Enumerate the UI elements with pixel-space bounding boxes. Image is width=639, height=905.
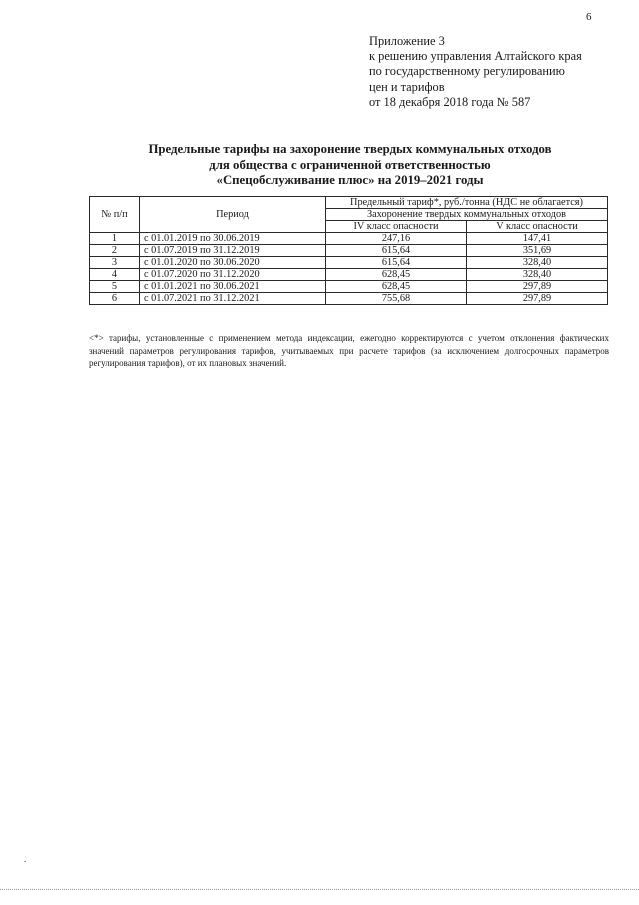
row-period: с 01.07.2021 по 31.12.2021 (140, 293, 326, 305)
footnote: <*> тарифы, установленные с применением метода индексации, ежегодно корректируются с учетом отклонения фактических значений параметров регулирования тарифов, учитываемых при расчете тарифов (за исключением долгосрочных параметров регулирования тарифов), от их плановых значений. (89, 333, 609, 369)
appendix-line: по государственному регулированию (369, 64, 565, 79)
table-row (90, 293, 608, 305)
row-period: с 01.01.2020 по 30.06.2020 (140, 257, 326, 269)
table-row (90, 257, 608, 269)
title-line: Предельные тарифы на захоронение твердых коммунальных отходов (148, 142, 552, 156)
tariffs-table (89, 196, 608, 305)
row-class-4: 755,68 (326, 293, 467, 305)
header-activity: Захоронение твердых коммунальных отходов (326, 209, 608, 221)
appendix-line: к решению управления Алтайского края (369, 49, 582, 64)
row-class-5: 297,89 (467, 281, 608, 293)
header-tariff: Предельный тариф*, руб./тонна (НДС не облагается) (326, 197, 608, 209)
row-period: с 01.01.2019 по 30.06.2019 (140, 233, 326, 245)
header-period: Период (140, 197, 326, 233)
table-row (90, 281, 608, 293)
page-bottom-edge (0, 889, 639, 890)
page-number: 6 (586, 11, 592, 23)
row-num: 2 (90, 245, 140, 257)
row-period: с 01.01.2021 по 30.06.2021 (140, 281, 326, 293)
row-class-5: 147,41 (467, 233, 608, 245)
row-class-4: 615,64 (326, 245, 467, 257)
appendix-line: Приложение 3 (369, 34, 445, 48)
row-class-4: 628,45 (326, 269, 467, 281)
row-class-5: 297,89 (467, 293, 608, 305)
row-period: с 01.07.2019 по 31.12.2019 (140, 245, 326, 257)
row-num: 5 (90, 281, 140, 293)
row-class-5: 328,40 (467, 269, 608, 281)
row-num: 1 (90, 233, 140, 245)
scan-mark: . (24, 854, 27, 864)
row-period: с 01.07.2020 по 31.12.2020 (140, 269, 326, 281)
table-row (90, 245, 608, 257)
title-line: «Спецобслуживание плюс» на 2019–2021 годы (216, 173, 484, 187)
row-class-4: 247,16 (326, 233, 467, 245)
row-num: 3 (90, 257, 140, 269)
appendix-line: цен и тарифов (369, 79, 445, 94)
row-num: 6 (90, 293, 140, 305)
table-row (90, 269, 608, 281)
document-title (90, 142, 610, 189)
table-row (90, 233, 608, 245)
appendix-line: от 18 декабря 2018 года № 587 (369, 94, 531, 109)
row-class-4: 628,45 (326, 281, 467, 293)
header-class-4: IV класс опасности (326, 221, 467, 233)
row-class-4: 615,64 (326, 257, 467, 269)
row-class-5: 328,40 (467, 257, 608, 269)
header-class-5: V класс опасности (467, 221, 608, 233)
header-num: № п/п (90, 197, 140, 233)
appendix-block (369, 34, 582, 110)
row-class-5: 351,69 (467, 245, 608, 257)
row-num: 4 (90, 269, 140, 281)
title-line: для общества с ограниченной ответственностью (209, 157, 491, 172)
